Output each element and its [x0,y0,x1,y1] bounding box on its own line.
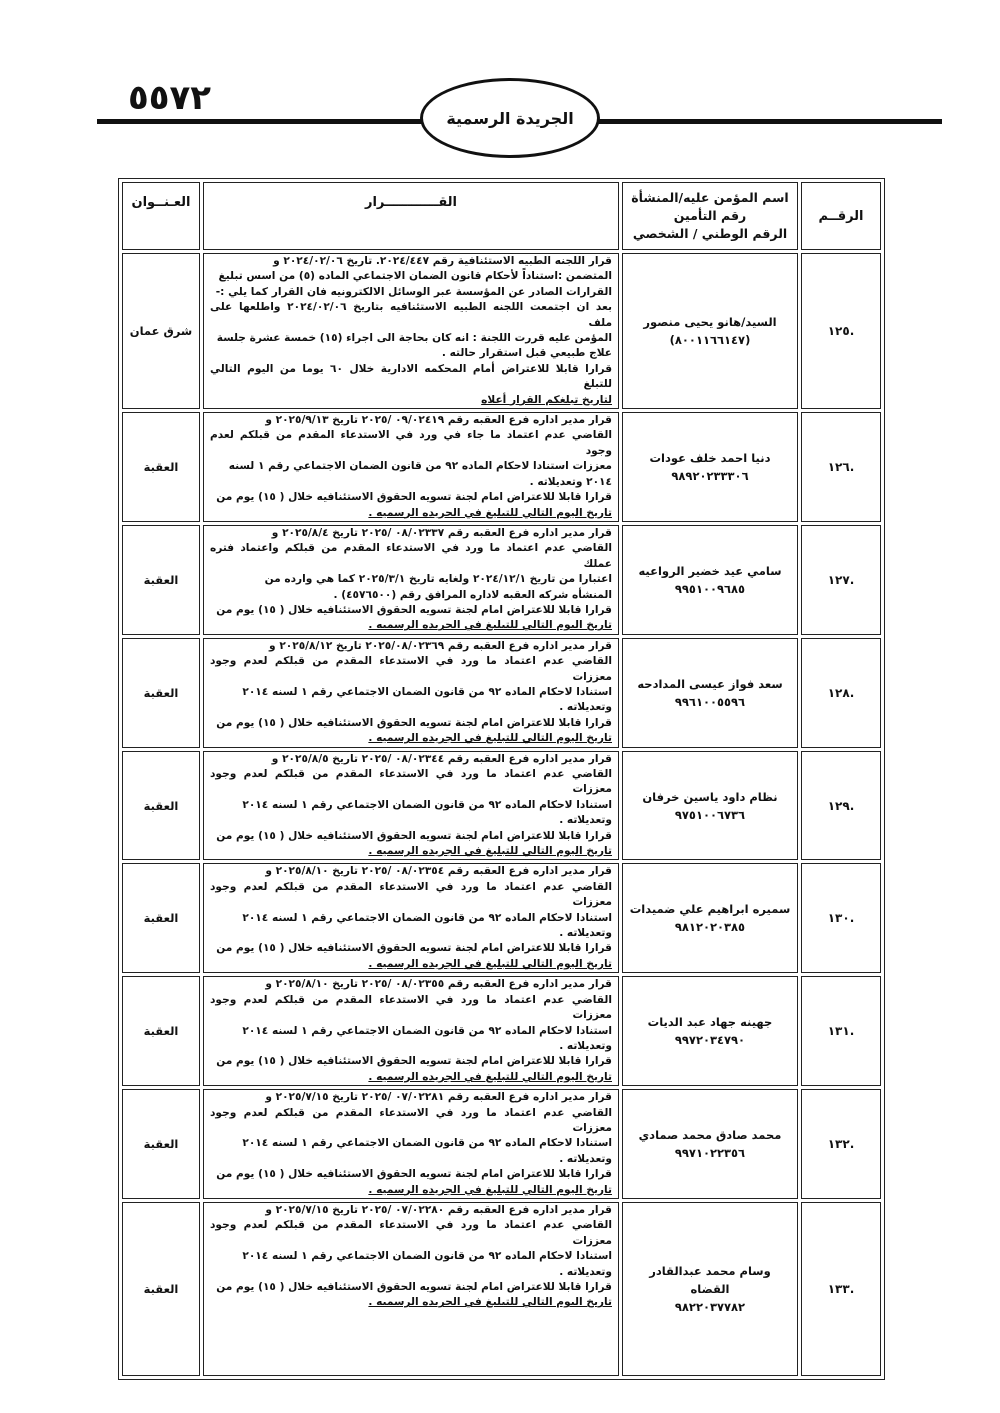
column-header-name-line: رقم التأمين [673,208,747,223]
masthead-oval [420,78,600,158]
insured-name: سامي عيد خضير الرواعيه [638,563,782,578]
table-header-row [122,182,881,250]
decision-line: المؤمن عليه قررت اللجنة : انه كان بحاجة الى اجراء (١٥) خمسة عشرة جلسة [216,332,612,345]
row-number: .١٣٠ [801,863,881,973]
table-row [122,1202,881,1376]
row-number: .١٢٧ [801,525,881,635]
insured-name: وسام محمد عبدالقادر القضاه [649,1263,771,1296]
decision-line: وتعديلاته . [559,701,612,714]
row-number: .١٣٢ [801,1089,881,1199]
decision-line: قرارا قابلا للاعتراض امام لجنة تسويه الحقوق الاستئنافيه خلال ( ١٥) يوم من [216,1055,612,1068]
decision-line: معززات استنادا لاحكام الماده ٩٢ من قانون الضمان الاجتماعي رقم ١ لسنه [228,460,612,473]
insured-name: دنيا احمد خلف عودات [649,450,771,465]
column-header-decision: القــــــــــــرار [203,182,619,250]
decision-line: قرارا قابلا للاعتراض امام لجنة تسويه الحقوق الاستئنافيه خلال ( ١٥) يوم من [216,491,612,504]
decision-line: علاج طبيعي قبل استقرار حالته . [441,347,612,360]
decision-line: بعد ان اجتمعت اللجنه الطبيه الاستئنافيه بتاريخ ٢٠٢٤/٠٢/٠٦ واطلعها على ملف [210,301,612,329]
decision-line: القاضي عدم اعتماد ما ورد في الاستدعاء المقدم من قبلكم لعدم وجود معززات [210,1219,612,1247]
masthead-title: الجريدة الرسمية [446,108,574,128]
decision-line: قرار مدير اداره فرع العقبه رقم ٠٧/٠٢٢٨١ /٢٠٢٥ تاريخ ٢٠٢٥/٧/١٥ و [265,1091,612,1104]
table-row [122,976,881,1086]
insured-name: جهينه جهاد عبد الديات [647,1015,773,1030]
insured-name: سعد فواز عيسى المدادحه [637,676,783,691]
row-number: .١٢٩ [801,751,881,861]
decision-text [203,253,619,409]
decision-line: وتعديلاته . [559,1152,612,1165]
address: العقبة [122,751,200,861]
insurance-number: ٩٨٢٢٠٣٧٧٨٢ [674,1299,746,1314]
decision-line: قرارا قابلا للاعتراض امام لجنة تسويه الحقوق الاستئنافيه خلال ( ١٥) يوم من [216,716,612,729]
decision-line: قرار مدير اداره فرع العقبه رقم ٠٨/٠٢٣٥٥ /٢٠٢٥ تاريخ ٢٠٢٥/٨/١٠ و [265,978,612,991]
decision-line: قرار مدير اداره فرع العقبه رقم ٠٩/٠٢٤١٩ /٢٠٢٥ تاريخ ٢٠٢٥/٩/١٣ و [265,414,612,427]
address: العقبة [122,1089,200,1199]
decision-line: قرارا قابلا للاعتراض امام لجنة تسويه الحقوق الاستئنافيه خلال ( ١٥) يوم من [216,1281,612,1293]
decision-line: تاريخ اليوم التالي للتبليغ في الجريده الرسميه . [368,957,612,970]
decision-text [203,412,619,522]
insurance-number: ٩٧٥١٠٠٦٧٣٦ [674,807,746,822]
column-header-name-line: الرقم الوطني / الشخصي [632,226,788,241]
table-row [122,863,881,973]
insured-name-cell [622,412,798,522]
decision-line: استنادا لاحكام الماده ٩٢ من قانون الضمان الاجتماعي رقم ١ لسنه ٢٠١٤ [242,911,612,924]
insurance-number: ٩٩٧١٠٢٢٣٥٦ [674,1146,746,1161]
row-number: .١٢٦ [801,412,881,522]
decision-line: القاضي عدم اعتماد ما جاء في ورد في الاستدعاء المقدم من قبلكم لعدم وجود [210,429,612,457]
table-row [122,638,881,748]
decision-line: استنادا لاحكام الماده ٩٢ من قانون الضمان الاجتماعي رقم ١ لسنه ٢٠١٤ [242,798,612,811]
insurance-number: ٩٨٩٢٠٢٣٣٣٠٦ [671,468,749,483]
table-row [122,253,881,409]
decision-line: القاضي عدم اعتماد ما ورد في الاستدعاء المقدم من قبلكم لعدم وجود معززات [210,993,612,1022]
row-number: .١٢٥ [801,253,881,409]
table-row [122,525,881,635]
insured-name: نظام داود ياسين خرفان [642,789,778,804]
decision-line: وتعديلاته . [559,814,612,827]
decision-line: قرارا قابلا للاعتراض امام لجنة تسويه الحقوق الاستئنافيه خلال ( ١٥) يوم من [216,603,612,616]
decision-line: استنادا لاحكام الماده ٩٢ من قانون الضمان الاجتماعي رقم ١ لسنه ٢٠١٤ [242,685,612,698]
decision-text [203,751,619,861]
column-header-name-line: اسم المؤمن عليه/المنشأة [631,190,789,205]
insured-name: محمد صادق محمد صمادي [638,1128,782,1143]
table-row [122,1089,881,1199]
decisions-table [118,178,885,1380]
insured-name-cell [622,1089,798,1199]
insured-name: سميره ابراهيم علي ضميدات [629,902,791,917]
decision-line: تاريخ اليوم التالي للتبليغ في الجريده الرسميه . [368,1070,612,1083]
address: العقبة [122,976,200,1086]
address: العقبة [122,525,200,635]
decision-text [203,638,619,748]
insured-name-cell [622,751,798,861]
decision-line: قرار مدير اداره فرع العقبه رقم ٠٨/٠٢٣٥٤ /٢٠٢٥ تاريخ ٢٠٢٥/٨/١٠ و [265,865,612,878]
row-number: .١٢٨ [801,638,881,748]
insured-name-cell [622,1202,798,1376]
decision-text [203,525,619,635]
table-row [122,751,881,861]
decision-text [203,976,619,1086]
decision-line: القاضي عدم اعتماد ما ورد في الاستدعاء المقدم من قبلكم لعدم وجود معززات [210,1106,612,1134]
table-body [122,253,881,1376]
decision-line: المتضمن :استناداً لأحكام قانون الضمان الاجتماعي الماده (٥) من اسس تبليغ [218,270,612,283]
insured-name: السيد/هانو يحيى منصور [643,315,777,330]
decision-line: قرار مدير اداره فرع العقبه رقم ٠٨/٠٢٣٣٧ /٢٠٢٥ تاريخ ٢٠٢٥/٨/٤ و [271,526,612,539]
decision-line: قرارا قابلا للاعتراض امام لجنة تسويه الحقوق الاستئنافيه خلال ( ١٥) يوم من [216,942,612,955]
decision-line: قرار اللجنه الطبيه الاستئنافية رقم ٢٠٢٤/٤٤٧. تاريخ ٢٠٢٤/٠٢/٠٦ و [273,255,612,267]
page-number: ٥٥٧٢ [128,78,212,118]
decision-line: تاريخ اليوم التالي للتبليغ في الجريده الرسميه . [368,506,612,519]
address: العقبة [122,638,200,748]
decision-line: تاريخ اليوم التالي للتبليغ في الجريده الرسميه . [368,732,612,745]
address: العقبة [122,863,200,973]
decision-line: وتعديلاته . [559,1265,612,1278]
insured-name-cell [622,638,798,748]
column-header-number: الرقــم [801,182,881,250]
insurance-number: ٩٩٦١٠٠٥٥٩٦ [674,694,746,709]
decision-line: تاريخ اليوم التالي للتبليغ في الجريده الرسميه . [368,1183,612,1196]
decision-line: ٢٠١٤ وتعديلاته . [529,475,612,488]
column-header-address: العـنــوان [122,182,200,250]
insured-name-cell [622,863,798,973]
decision-line: قرارا قابلا للاعتراض امام لجنة تسويه الحقوق الاستئنافيه خلال ( ١٥) يوم من [216,1168,612,1181]
decisions-table-wrapper [127,178,885,1314]
decision-line: القاضي عدم اعتماد ما ورد في الاستدعاء المقدم من قبلكم لعدم وجود معززات [210,768,612,796]
decision-line: القاضي عدم اعتماد ما ورد في الاستدعاء المقدم من قبلكم واعتماد فتره عملك [210,542,612,570]
insured-name-cell [622,253,798,409]
address: العقبة [122,412,200,522]
insurance-number: ٩٩٧٢٠٣٤٧٩٠ [674,1033,746,1048]
decision-line: القاضي عدم اعتماد ما ورد في الاستدعاء المقدم من قبلكم لعدم وجود معززات [210,880,612,909]
decision-line: القرارات الصادر عن المؤسسة عبر الوسائل الالكترونيه فان القرار كما يلي :- [215,285,612,298]
decision-line: تاريخ اليوم التالي للتبليغ في الجريده الرسميه . [368,619,612,632]
decision-line: اعتبارا من تاريخ ٢٠٢٤/١٢/١ ولغايه تاريخ ٢٠٢٥/٣/١ كما هي وارده من [264,573,612,586]
decision-line: قرار مدير اداره فرع العقبه رقم ٠٧/٠٢٢٨٠ /٢٠٢٥ تاريخ ٢٠٢٥/٧/١٥ و [265,1203,612,1216]
decision-line: قرارا قابلا للاعتراض أمام المحكمه الادارية خلال ٦٠ يوما من اليوم التالي للتبلغ [210,362,613,391]
row-number: .١٣١ [801,976,881,1086]
decision-line: المنشأه شركه العقبه لاداره المرافق رقم (٤٥٧٦٥٠٠) . [333,588,612,601]
insurance-number: ٩٨١٢٠٢٠٣٨٥ [674,920,746,935]
decision-line: استنادا لاحكام الماده ٩٢ من قانون الضمان الاجتماعي رقم ١ لسنه ٢٠١٤ [242,1137,612,1150]
decision-line: تاريخ اليوم التالي للتبليغ في الجريده الرسميه . [368,845,612,858]
decision-line: لتاريخ تبلغكم القرار أعلاه [481,393,612,406]
decision-line: استنادا لاحكام الماده ٩٢ من قانون الضمان الاجتماعي رقم ١ لسنه ٢٠١٤ [242,1024,612,1037]
decision-line: تاريخ اليوم التالي للتبليغ في الجريده الرسميه . [368,1296,612,1309]
row-number: .١٣٣ [801,1202,881,1376]
column-header-name [622,182,798,250]
insurance-number: (٨٠٠١١٦٦١٤٧) [669,333,751,348]
decision-line: قرارا قابلا للاعتراض امام لجنة تسويه الحقوق الاستئنافيه خلال ( ١٥) يوم من [216,829,612,842]
insurance-number: ٩٩٥١٠٠٩٦٨٥ [674,581,746,596]
decision-text [203,863,619,973]
insured-name-cell [622,525,798,635]
address: شرق عمان [122,253,200,409]
decision-line: وتعديلاته . [559,1039,612,1052]
decision-text [203,1202,619,1376]
decision-text [203,1089,619,1199]
decision-line: القاضي عدم اعتماد ما ورد في الاستدعاء المقدم من قبلكم لعدم وجود معززات [210,655,612,683]
address: العقبة [122,1202,200,1376]
table-row [122,412,881,522]
decision-line: وتعديلاته . [559,927,612,940]
decision-line: قرار مدير اداره فرع العقبه رقم ٢٠٢٥/٠٨/٠٢٣٦٩ تاريخ ٢٠٢٥/٨/١٢ و [269,639,612,652]
decision-line: استنادا لاحكام الماده ٩٢ من قانون الضمان الاجتماعي رقم ١ لسنه ٢٠١٤ [242,1250,612,1263]
insured-name-cell [622,976,798,1086]
decision-line: قرار مدير اداره فرع العقبه رقم ٠٨/٠٢٣٤٤ /٢٠٢٥ تاريخ ٢٠٢٥/٨/٥ و [271,752,612,765]
